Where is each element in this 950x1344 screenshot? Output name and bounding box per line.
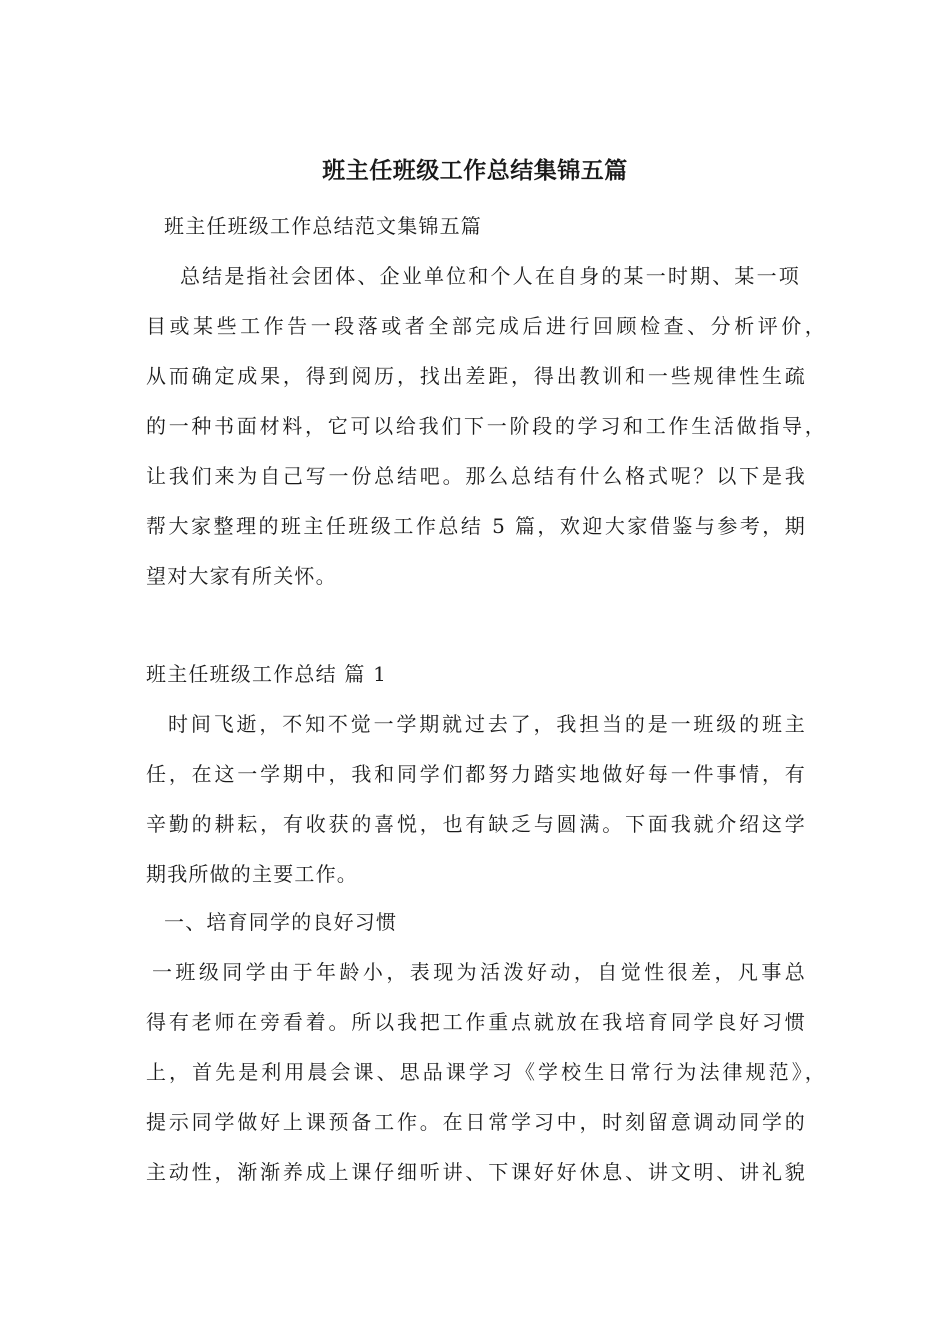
paragraph-line: 上，首先是利用晨会课、思品课学习《学校生日常行为法律规范》， — [146, 1060, 826, 1084]
intro-line: 的一种书面材料，它可以给我们下一阶段的学习和工作生活做指导， — [146, 414, 826, 438]
document-title: 班主任班级工作总结集锦五篇 — [322, 157, 628, 184]
intro-line: 让我们来为自己写一份总结吧。那么总结有什么格式呢？以下是我 — [146, 464, 806, 488]
document-subtitle: 班主任班级工作总结范文集锦五篇 — [164, 214, 482, 238]
intro-line: 目或某些工作告一段落或者全部完成后进行回顾检查、分析评价， — [146, 314, 826, 338]
paragraph-line: 提示同学做好上课预备工作。在日常学习中，时刻留意调动同学的 — [146, 1110, 806, 1134]
subheading: 一、培育同学的良好习惯 — [164, 910, 398, 934]
intro-line: 望对大家有所关怀。 — [146, 564, 337, 588]
paragraph-line: 一班级同学由于年龄小，表现为活泼好动，自觉性很差，凡事总 — [152, 960, 806, 984]
section-heading: 班主任班级工作总结 篇 1 — [146, 662, 388, 686]
paragraph-line: 期我所做的主要工作。 — [146, 862, 358, 886]
paragraph-line: 辛勤的耕耘，有收获的喜悦，也有缺乏与圆满。下面我就介绍这学 — [146, 812, 806, 836]
paragraph-line: 主动性，渐渐养成上课仔细听讲、下课好好休息、讲文明、讲礼貌 — [146, 1160, 806, 1184]
paragraph-line: 时间飞逝，不知不觉一学期就过去了，我担当的是一班级的班主 — [168, 712, 806, 736]
paragraph-line: 任，在这一学期中，我和同学们都努力踏实地做好每一件事情，有 — [146, 762, 806, 786]
intro-line: 总结是指社会团体、企业单位和个人在自身的某一时期、某一项 — [180, 264, 800, 288]
intro-line: 从而确定成果，得到阅历，找出差距，得出教训和一些规律性生疏 — [146, 364, 806, 388]
intro-line: 帮大家整理的班主任班级工作总结 5 篇，欢迎大家借鉴与参考，期 — [146, 514, 806, 538]
paragraph-line: 得有老师在旁看着。所以我把工作重点就放在我培育同学良好习惯 — [146, 1010, 806, 1034]
